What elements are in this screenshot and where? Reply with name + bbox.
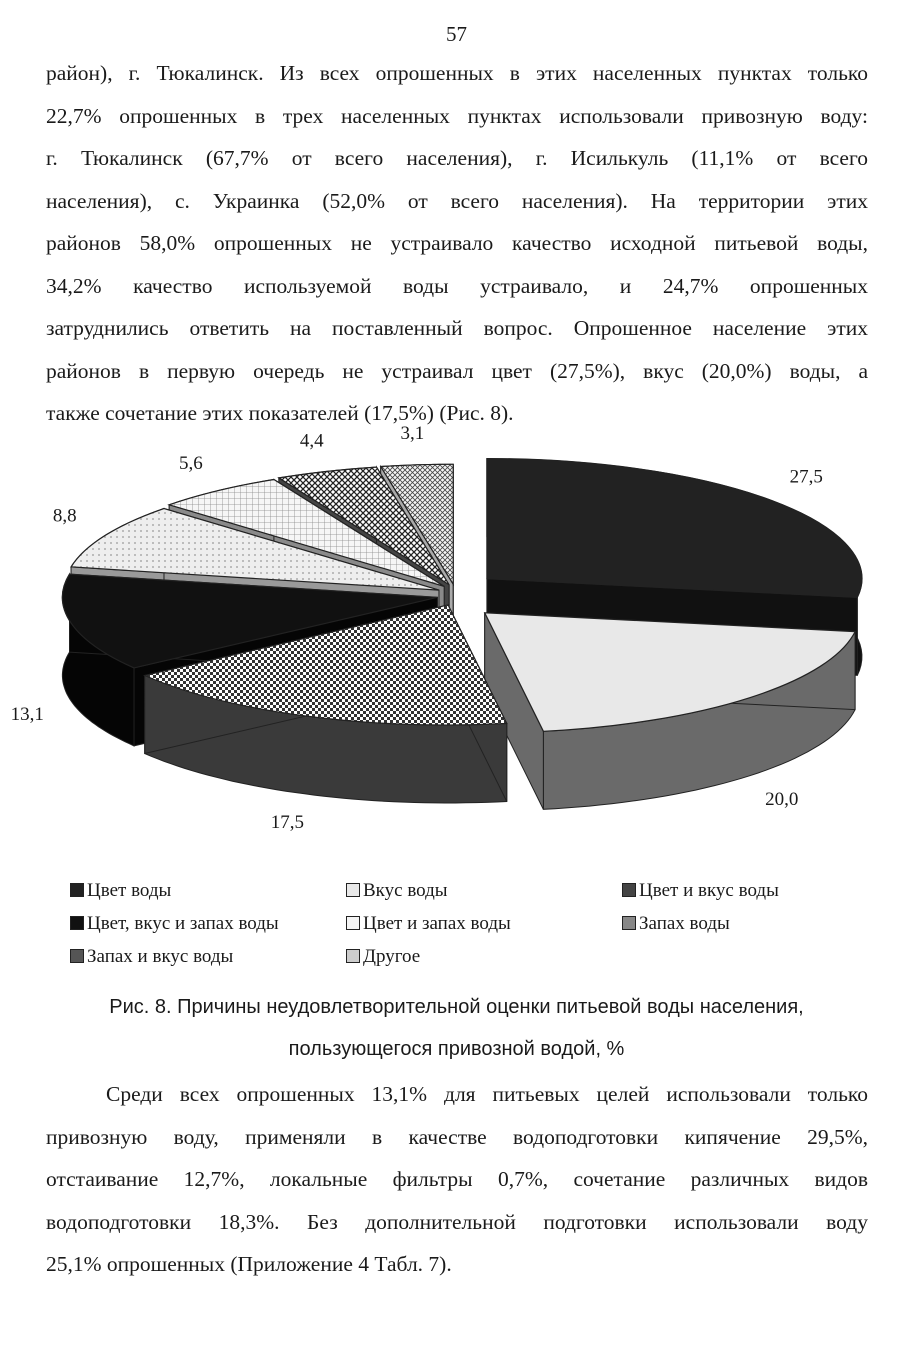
text-line: 22,7% опрошенных в трех населенных пунктах использовали привозную воду:: [46, 103, 868, 128]
legend-label: Другое: [363, 946, 421, 967]
text-line: привозную воду, применяли в качестве водоподготовки кипячение 29,5%,: [46, 1124, 868, 1149]
legend-item: [70, 946, 233, 968]
pie-value-label: 8,8: [52, 505, 77, 527]
pie-value-label: 5,6: [179, 453, 203, 475]
page-number: 57: [446, 22, 467, 46]
text-line: г. Тюкалинск (67,7% от всего населения), г. Исилькуль (11,1% от всего: [46, 146, 868, 170]
text-line: отстаивание 12,7%, локальные фильтры 0,7%, сочетание различных видов: [46, 1167, 868, 1191]
legend-swatch: [622, 916, 636, 930]
pie-value-label: 17,5: [270, 812, 305, 834]
text-line: Среди всех опрошенных 13,1% для питьевых целей использовали только: [106, 1082, 868, 1106]
legend-label: Вкус воды: [363, 880, 448, 901]
paragraph-bottom: [46, 1073, 868, 1286]
legend-item: [346, 946, 420, 968]
legend-swatch: [346, 949, 360, 963]
legend-swatch: [622, 883, 636, 897]
pie-value-label: 4,4: [299, 430, 324, 452]
legend-item: [346, 880, 448, 902]
legend-label: Запах и вкус воды: [87, 946, 234, 967]
pie-value-label: 20,0: [765, 789, 799, 811]
text-line: 34,2% качество используемой воды устраивало, и 24,7% опрошенных: [46, 273, 868, 298]
figure-caption-line2: пользующегося привозной водой, %: [288, 1038, 625, 1060]
legend-swatch: [346, 916, 360, 930]
paragraph-top: [46, 52, 868, 435]
legend-item: [622, 880, 779, 902]
legend-item: [622, 913, 730, 935]
legend-item: [70, 913, 279, 935]
pie-value-label: 27,5: [789, 466, 823, 488]
legend-swatch: [70, 916, 84, 930]
legend-swatch: [70, 883, 84, 897]
text-line: также сочетание этих показателей (17,5%) (Рис. 8).: [46, 401, 514, 425]
legend-swatch: [346, 883, 360, 897]
text-line: населения), с. Украинка (52,0% от всего населения). На территории этих: [46, 188, 868, 213]
legend-item: [70, 880, 171, 902]
pie-value-label: 3,1: [400, 422, 425, 444]
text-line: районов 58,0% опрошенных не устраивало качество исходной питьевой воды,: [46, 231, 868, 255]
text-line: водоподготовки 18,3%. Без дополнительной подготовки использовали воду: [46, 1209, 868, 1234]
legend-label: Запах воды: [639, 913, 730, 934]
text-line: район), г. Тюкалинск. Из всех опрошенных в этих населенных пунктах только: [46, 61, 868, 85]
pie-chart: [0, 422, 913, 860]
figure-caption-line1: Рис. 8. Причины неудовлетворительной оценки питьевой воды населения,: [109, 996, 804, 1018]
legend-label: Цвет и вкус воды: [639, 880, 779, 901]
legend-swatch: [70, 949, 84, 963]
legend-item: [346, 913, 511, 935]
pie-value-label: 13,1: [10, 703, 44, 725]
text-line: районов в первую очередь не устраивал цвет (27,5%), вкус (20,0%) воды, а: [46, 358, 868, 383]
legend-label: Цвет и запах воды: [363, 913, 511, 934]
legend-label: Цвет, вкус и запах воды: [87, 913, 279, 934]
text-line: 25,1% опрошенных (Приложение 4 Табл. 7).: [46, 1252, 452, 1276]
text-line: затруднились ответить на поставленный вопрос. Опрошенное население этих: [46, 316, 868, 340]
legend-label: Цвет воды: [87, 880, 172, 901]
